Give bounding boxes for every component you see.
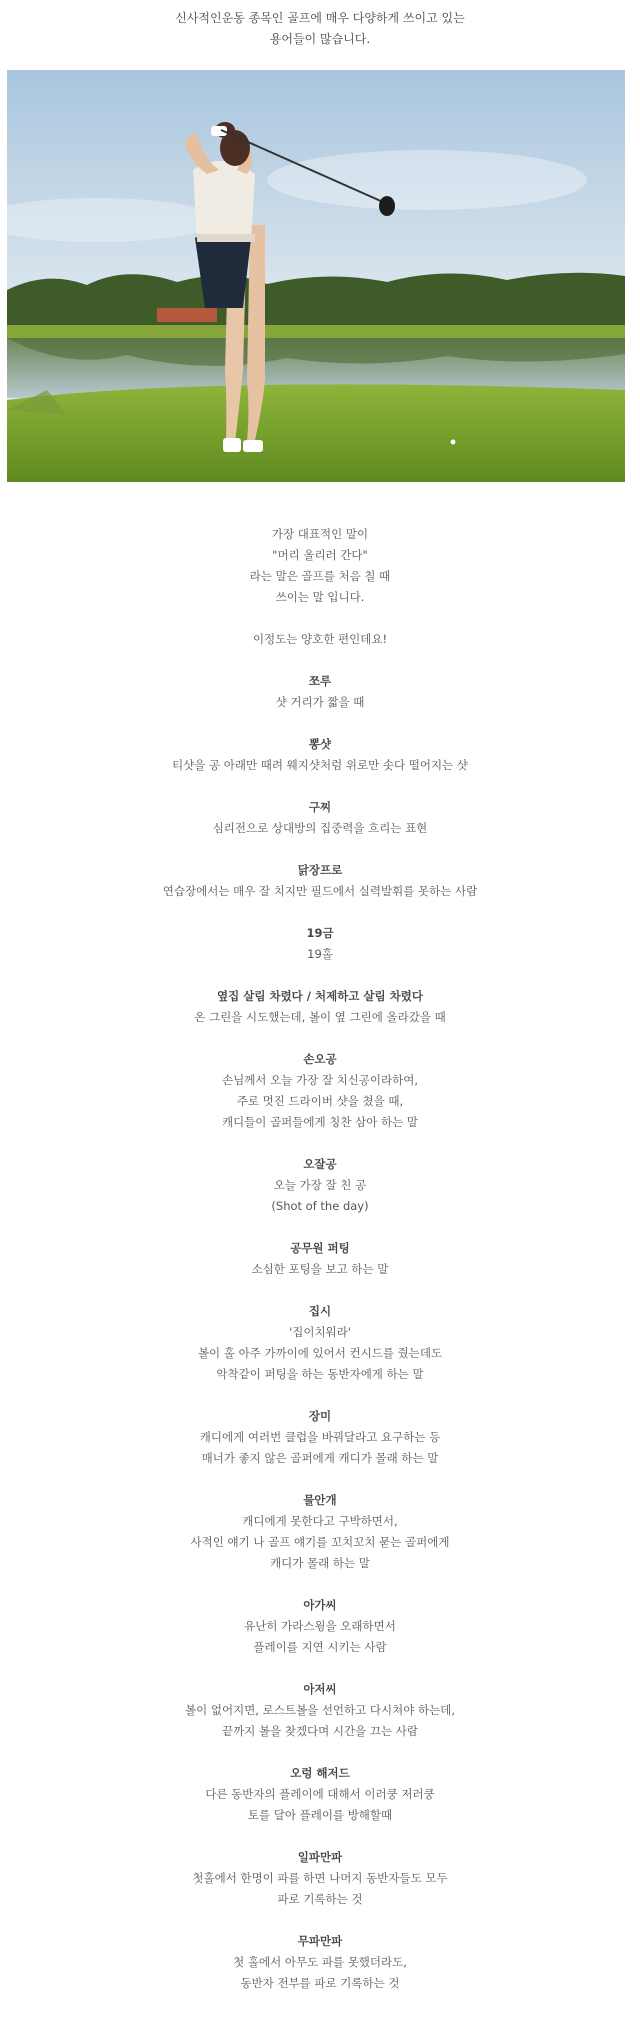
term-entry	[0, 1679, 640, 1742]
term-desc: 티샷을 공 아래만 때려 웨지샷처럼 위로만 솟다 떨어지는 샷	[172, 758, 468, 772]
term-title: 무파만파	[297, 1934, 343, 1948]
term-desc: 다른 동반자의 플레이에 대해서 이러쿵 저러쿵	[205, 1787, 435, 1801]
term-title: 아저씨	[303, 1682, 337, 1696]
term-entry	[0, 1595, 640, 1658]
term-title: 19금	[306, 926, 334, 940]
term-desc: 19홀	[307, 947, 333, 961]
term-title: 뽕샷	[308, 737, 332, 751]
term-entry	[0, 1154, 640, 1217]
term-desc: 악착같이 퍼팅을 하는 동반자에게 하는 말	[216, 1367, 424, 1381]
term-desc: 캐디에게 여러번 클럽을 바꿔달라고 요구하는 등	[199, 1430, 441, 1444]
term-entry	[0, 1490, 640, 1574]
term-desc: 매너가 좋지 않은 골퍼에게 캐디가 몰래 하는 말	[201, 1451, 439, 1465]
term-entry	[0, 1763, 640, 1826]
term-desc: 끝까지 볼을 찾겠다며 시간을 끄는 사람	[221, 1724, 419, 1738]
term-desc: 샷 거리가 짧을 때	[275, 695, 365, 709]
term-title: 물안개	[303, 1493, 337, 1507]
term-desc: (Shot of the day)	[271, 1199, 369, 1213]
term-desc: 소심한 포팅을 보고 하는 말	[251, 1262, 389, 1276]
lead-line: 가장 대표적인 말이	[271, 527, 369, 541]
golfer-photo	[7, 70, 625, 482]
term-desc: 파로 기록하는 것	[277, 1892, 363, 1906]
term-entry	[0, 797, 640, 839]
term-entry	[0, 1406, 640, 1469]
term-entry	[0, 860, 640, 902]
term-title: 아가씨	[303, 1598, 337, 1612]
term-entry	[0, 1238, 640, 1280]
lead-line: 라는 말은 골프를 처음 칠 때	[249, 569, 391, 583]
term-desc: '집이치워라'	[289, 1325, 351, 1339]
note-line: 이정도는 양호한 편인데요!	[252, 632, 388, 646]
term-title: 일파만파	[297, 1850, 343, 1864]
term-entry	[0, 1847, 640, 1910]
intro-text	[0, 8, 640, 50]
term-desc: 토를 달아 플레이를 방해할때	[247, 1808, 393, 1822]
term-desc: 오늘 가장 잘 친 공	[273, 1178, 367, 1192]
term-desc: 첫 홀에서 아무도 파를 못했더라도,	[233, 1955, 407, 1969]
term-entry	[0, 734, 640, 776]
term-title: 오잘공	[303, 1157, 337, 1171]
term-desc: 동반자 전부를 파로 기록하는 것	[240, 1976, 400, 1990]
term-entry	[0, 1049, 640, 1133]
term-desc: 손님께서 오늘 가장 잘 치신공이라하여,	[221, 1073, 419, 1087]
term-title: 집시	[308, 1304, 332, 1318]
term-desc: 캐디에게 못한다고 구박하면서,	[242, 1514, 398, 1528]
term-desc: 볼이 홀 아주 가까이에 있어서 컨시드를 줬는데도	[197, 1346, 443, 1360]
term-desc: 심리전으로 상대방의 집중력을 흐리는 표현	[212, 821, 428, 835]
term-entry	[0, 671, 640, 713]
term-entry	[0, 923, 640, 965]
intro-line: 용어들이 많습니다.	[269, 32, 371, 46]
term-title: 오렁 해저드	[290, 1766, 350, 1780]
term-desc: 유난히 가라스윙을 오래하면서	[244, 1619, 396, 1633]
term-desc: 캐디가 몰래 하는 말	[270, 1556, 370, 1570]
term-desc: 연습장에서는 매우 잘 치지만 필드에서 실력발휘를 못하는 사람	[162, 884, 478, 898]
lead-line: 쓰이는 말 입니다.	[275, 590, 365, 604]
term-entry	[0, 986, 640, 1028]
term-title: 닭장프로	[297, 863, 343, 877]
term-desc: 볼이 없어지면, 로스트볼을 선언하고 다시쳐야 하는데,	[185, 1703, 455, 1717]
term-entry	[0, 1931, 640, 1994]
term-title: 구찌	[308, 800, 332, 814]
term-title: 손오공	[303, 1052, 337, 1066]
article-body	[0, 524, 640, 1994]
term-desc: 플레이를 지연 시키는 사람	[253, 1640, 387, 1654]
term-desc: 주로 멋진 드라이버 샷을 쳤을 때,	[236, 1094, 404, 1108]
term-desc: 첫홀에서 한명이 파를 하면 나머지 동반자들도 모두	[192, 1871, 448, 1885]
term-entry	[0, 1301, 640, 1385]
lead-line: "머리 올리러 간다"	[272, 548, 368, 562]
intro-line: 신사적인운동 종목인 골프에 매우 다양하게 쓰이고 있는	[175, 11, 465, 25]
term-title: 장미	[308, 1409, 332, 1423]
term-desc: 온 그린을 시도했는데, 볼이 옆 그린에 올라갔을 때	[194, 1010, 446, 1024]
term-title: 공무원 퍼팅	[290, 1241, 350, 1255]
term-desc: 캐디들이 골퍼들에게 칭찬 삼아 하는 말	[221, 1115, 419, 1129]
term-desc: 사적인 얘기 나 골프 얘기를 꼬치꼬치 묻는 골퍼에게	[190, 1535, 450, 1549]
term-title: 옆집 살림 차렸다 / 처제하고 살림 차렸다	[217, 989, 423, 1003]
term-title: 쪼루	[308, 674, 332, 688]
